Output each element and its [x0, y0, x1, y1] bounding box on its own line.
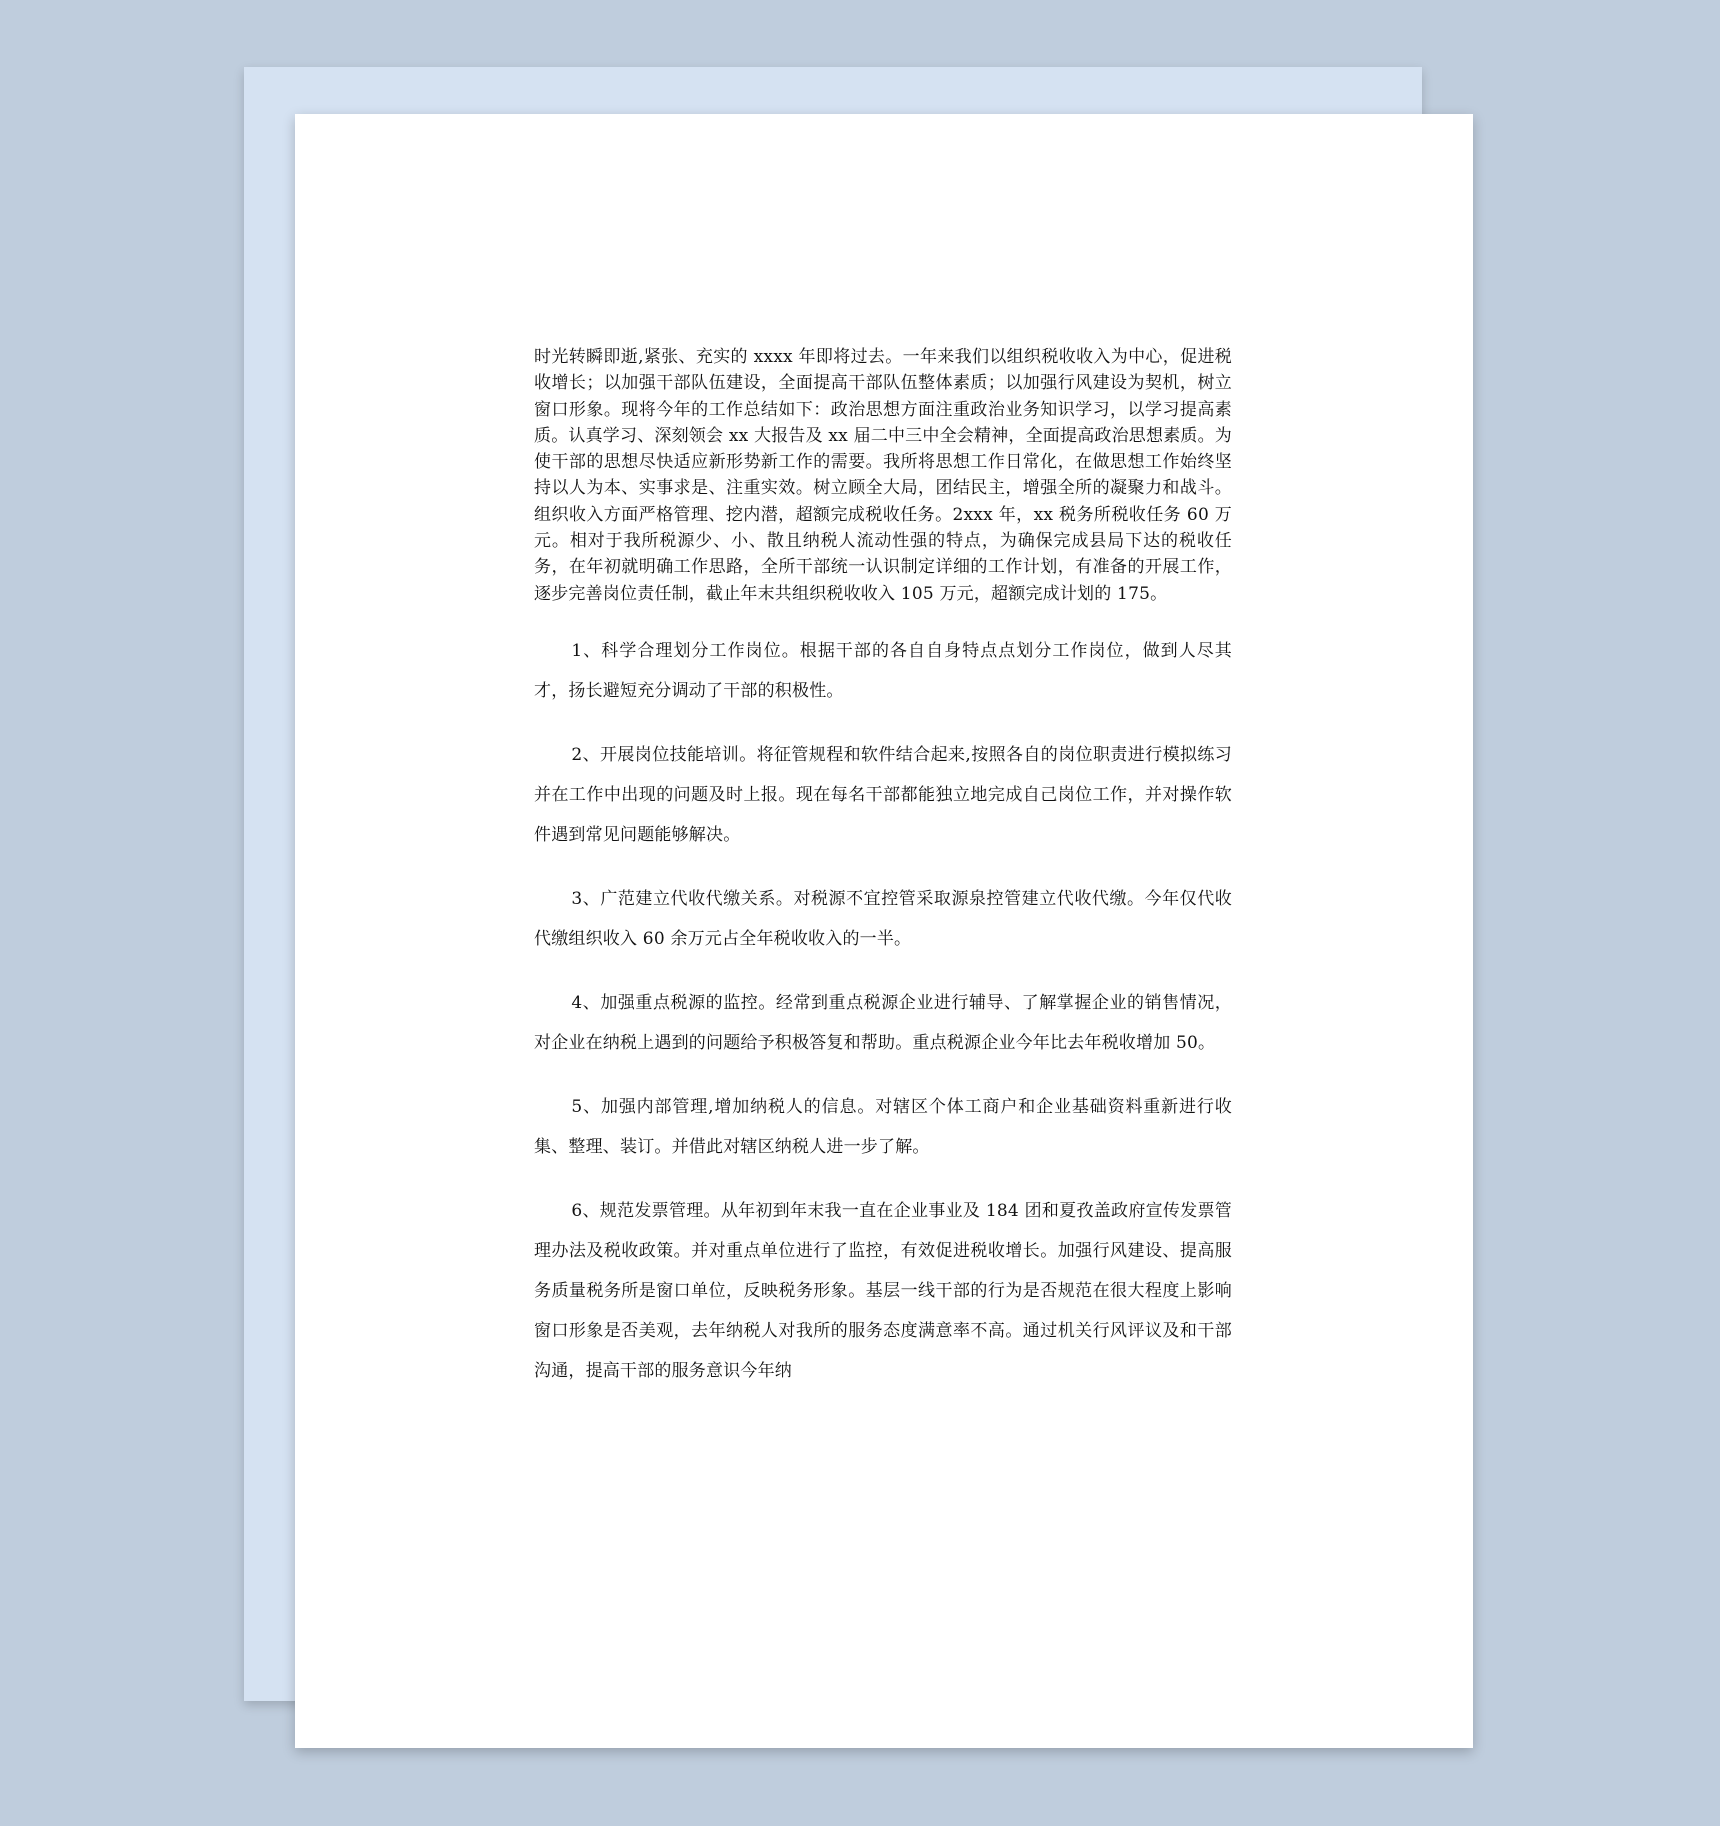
list-item-2: 2、开展岗位技能培训。将征管规程和软件结合起来,按照各自的岗位职责进行模拟练习并在工作中出现的问题及时上报。现在每名干部都能独立地完成自己岗位工作，并对操作软件遇到常见问题能够解决。 — [534, 744, 1232, 845]
list-item-4: 4、加强重点税源的监控。经常到重点税源企业进行辅导、了解掌握企业的销售情况，对企业在纳税上遇到的问题给予积极答复和帮助。重点税源企业今年比去年税收增加 50。 — [534, 992, 1232, 1053]
document-body — [534, 344, 1232, 1415]
intro-paragraph: 时光转瞬即逝,紧张、充实的 xxxx 年即将过去。一年来我们以组织税收收入为中心，促进税收增长；以加强干部队伍建设，全面提高干部队伍整体素质；以加强行风建设为契机，树立窗口形象。现将今年的工作总结如下：政治思想方面注重政治业务知识学习，以学习提高素质。认真学习、深刻领会 xx 大报告及 xx 届二中三中全会精神，全面提高政治思想素质。为使干部的思想尽快适应新形势新工作的需要。我所将思想工作日常化，在做思想工作始终坚持以人为本、实事求是、注重实效。树立顾全大局，团结民主，增强全所的凝聚力和战斗。组织收入方面严格管理、挖内潜，超额完成税收任务。2xxx 年，xx 税务所税收任务 60 万元。相对于我所税源少、小、散且纳税人流动性强的特点，为确保完成县局下达的税收任务，在年初就明确工作思路，全所干部统一认识制定详细的工作计划，有准备的开展工作，逐步完善岗位责任制，截止年末共组织税收收入 105 万元，超额完成计划的 175。 — [534, 347, 1232, 604]
list-item-6: 6、规范发票管理。从年初到年末我一直在企业事业及 184 团和夏孜盖政府宣传发票管理办法及税收政策。并对重点单位进行了监控，有效促进税收增长。加强行风建设、提高服务质量税务所是窗口单位，反映税务形象。基层一线干部的行为是否规范在很大程度上影响窗口形象是否美观，去年纳税人对我所的服务态度满意率不高。通过机关行风评议及和干部沟通，提高干部的服务意识今年纳 — [534, 1200, 1232, 1381]
list-item-5: 5、加强内部管理,增加纳税人的信息。对辖区个体工商户和企业基础资料重新进行收集、整理、装订。并借此对辖区纳税人进一步了解。 — [534, 1096, 1232, 1157]
list-item-3: 3、广范建立代收代缴关系。对税源不宜控管采取源泉控管建立代收代缴。今年仅代收代缴组织收入 60 余万元占全年税收收入的一半。 — [534, 888, 1232, 949]
document-page — [295, 114, 1473, 1748]
list-item-1: 1、科学合理划分工作岗位。根据干部的各自自身特点点划分工作岗位，做到人尽其才，扬长避短充分调动了干部的积极性。 — [534, 640, 1232, 701]
